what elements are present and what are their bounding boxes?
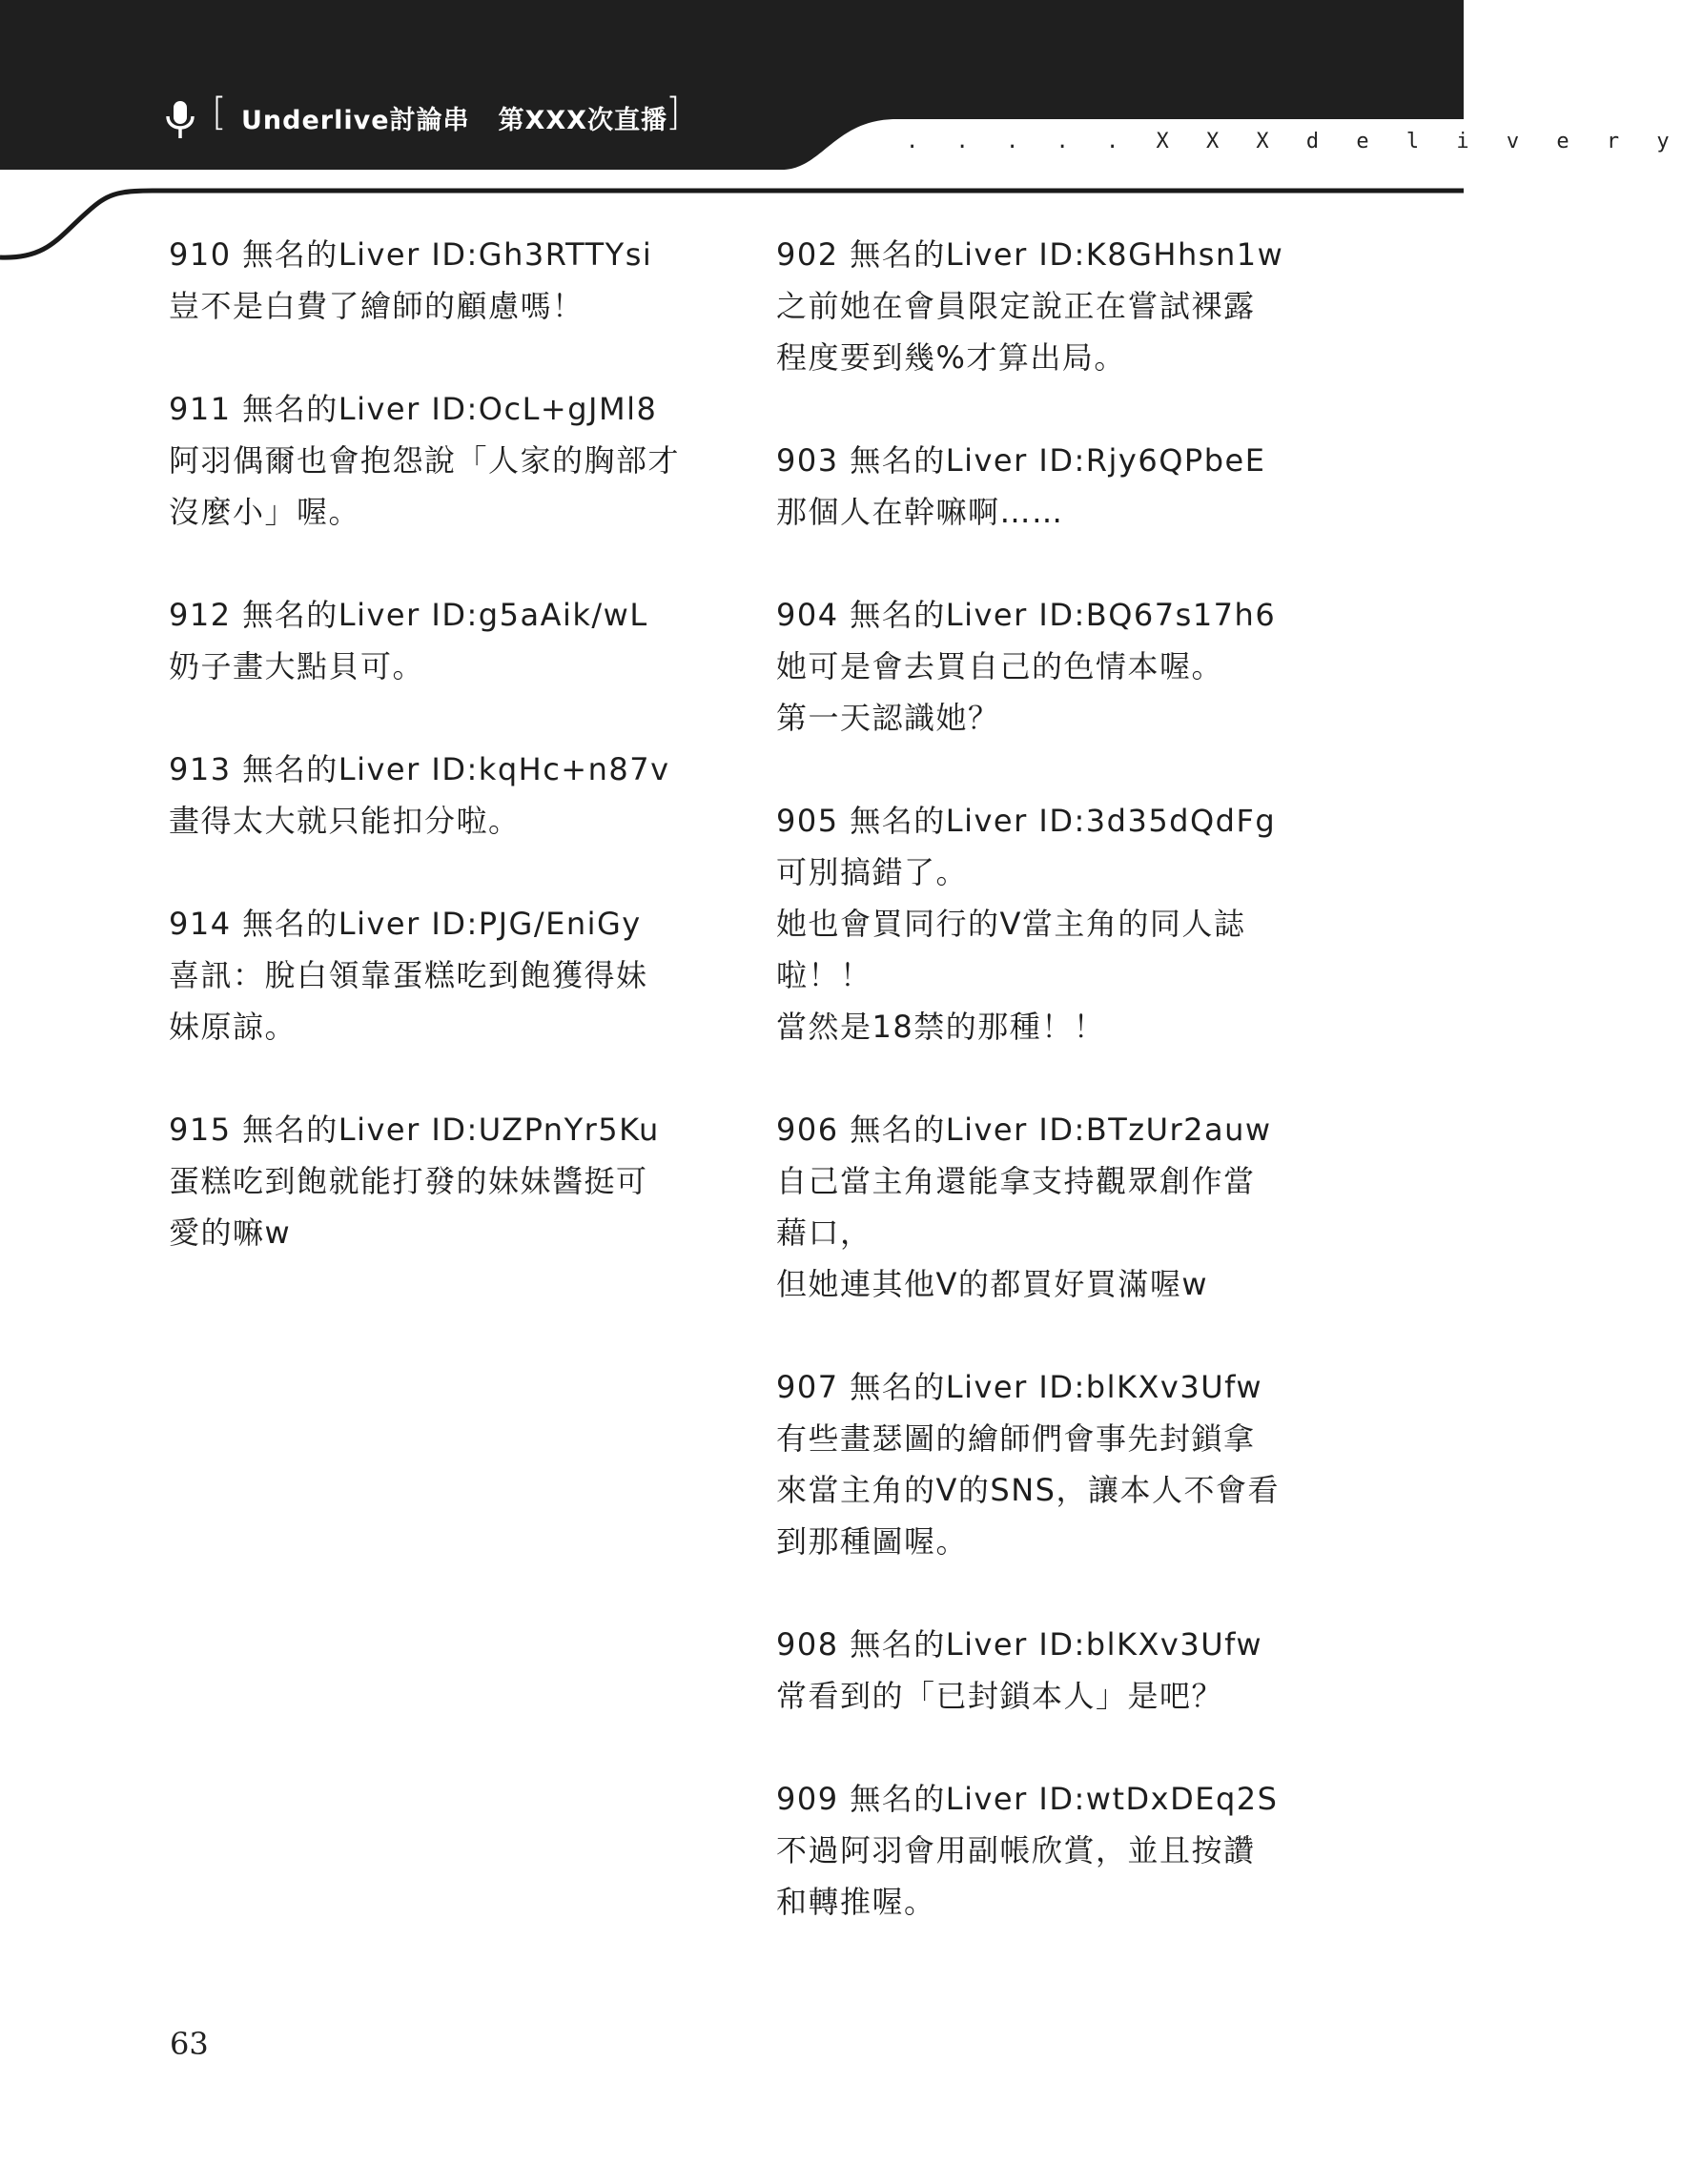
post-header: 908 無名的Liver ID:blKXv3Ufw bbox=[776, 1626, 1262, 1663]
post-902 bbox=[776, 229, 1310, 383]
post-line: 和轉推喔。 bbox=[776, 1884, 936, 1920]
post-913 bbox=[169, 744, 703, 847]
post-header: 903 無名的Liver ID:Rjy6QPbeE bbox=[776, 442, 1266, 479]
page-number: 63 bbox=[170, 2026, 209, 2062]
post-903 bbox=[776, 435, 1310, 538]
thread-title: Underlive討論串 bbox=[241, 106, 470, 135]
post-header: 909 無名的Liver ID:wtDxDEq2S bbox=[776, 1781, 1279, 1817]
post-905 bbox=[776, 795, 1310, 1052]
post-line: 有些畫瑟圖的繪師們會事先封鎖拿 bbox=[776, 1420, 1256, 1457]
right-column bbox=[776, 229, 1310, 1979]
post-line: 蛋糕吃到飽就能打發的妹妹醬挺可 bbox=[169, 1163, 648, 1199]
post-line: 到那種圖喔。 bbox=[776, 1523, 969, 1560]
post-header: 905 無名的Liver ID:3d35dQdFg bbox=[776, 803, 1277, 839]
post-line: 自己當主角還能拿支持觀眾創作當 bbox=[776, 1163, 1256, 1199]
post-header: 913 無名的Liver ID:kqHc+n87v bbox=[169, 751, 670, 787]
bracket-left: [ bbox=[212, 91, 227, 134]
header-subtitle: . . . . . X X X d e l i v e r y bbox=[906, 130, 1682, 153]
post-header: 902 無名的Liver ID:K8GHhsn1w bbox=[776, 236, 1284, 273]
post-909 bbox=[776, 1773, 1310, 1928]
post-906 bbox=[776, 1104, 1310, 1310]
post-904 bbox=[776, 589, 1310, 744]
post-914 bbox=[169, 898, 703, 1052]
post-line: 藉口， bbox=[776, 1214, 872, 1251]
post-line: 喜訊：脫白領靠蛋糕吃到飽獲得妹 bbox=[169, 957, 648, 993]
post-line: 妹原諒。 bbox=[169, 1009, 297, 1045]
post-908 bbox=[776, 1619, 1310, 1722]
post-header: 906 無名的Liver ID:BTzUr2auw bbox=[776, 1112, 1272, 1148]
post-line: 當然是18禁的那種！！ bbox=[776, 1009, 1106, 1045]
post-header: 914 無名的Liver ID:PJG/EniGy bbox=[169, 906, 642, 942]
post-line: 可別搞錯了。 bbox=[776, 854, 969, 890]
left-column bbox=[169, 229, 703, 1310]
post-line: 她可是會去買自己的色情本喔。 bbox=[776, 648, 1224, 684]
header-title bbox=[241, 99, 667, 136]
post-line: 程度要到幾%才算出局。 bbox=[776, 339, 1126, 376]
post-line: 那個人在幹嘛啊…… bbox=[776, 494, 1064, 530]
post-912 bbox=[169, 589, 703, 692]
post-line: 之前她在會員限定說正在嘗試裸露 bbox=[776, 288, 1256, 324]
post-line: 但她連其他V的都買好買滿喔w bbox=[776, 1266, 1209, 1302]
post-910 bbox=[169, 229, 703, 332]
post-header: 907 無名的Liver ID:blKXv3Ufw bbox=[776, 1369, 1262, 1405]
episode-title: 第XXX次直播 bbox=[498, 106, 667, 135]
post-line: 阿羽偶爾也會抱怨說「人家的胸部才 bbox=[169, 442, 681, 479]
post-line: 畫得太大就只能扣分啦。 bbox=[169, 803, 521, 839]
post-line: 沒麼小」喔。 bbox=[169, 494, 361, 530]
post-line: 她也會買同行的V當主角的同人誌 bbox=[776, 906, 1246, 942]
post-header: 904 無名的Liver ID:BQ67s17h6 bbox=[776, 597, 1277, 633]
post-line: 豈不是白費了繪師的顧慮嗎！ bbox=[169, 288, 585, 324]
post-line: 第一天認識她？ bbox=[776, 700, 1000, 736]
post-header: 915 無名的Liver ID:UZPnYr5Ku bbox=[169, 1112, 660, 1148]
post-header: 910 無名的Liver ID:Gh3RTTYsi bbox=[169, 236, 653, 273]
post-907 bbox=[776, 1361, 1310, 1567]
post-header: 911 無名的Liver ID:OcL+gJMl8 bbox=[169, 391, 658, 427]
post-line: 愛的嘛w bbox=[169, 1214, 292, 1251]
post-line: 不過阿羽會用副帳欣賞，並且按讚 bbox=[776, 1832, 1256, 1868]
post-911 bbox=[169, 383, 703, 538]
post-header: 912 無名的Liver ID:g5aAik/wL bbox=[169, 597, 648, 633]
post-line: 奶子畫大點貝可。 bbox=[169, 648, 425, 684]
post-915 bbox=[169, 1104, 703, 1258]
post-line: 常看到的「已封鎖本人」是吧？ bbox=[776, 1678, 1224, 1714]
post-line: 啦！！ bbox=[776, 957, 872, 993]
post-line: 來當主角的V的SNS，讓本人不會看 bbox=[776, 1472, 1280, 1508]
bracket-right: ] bbox=[666, 91, 681, 134]
